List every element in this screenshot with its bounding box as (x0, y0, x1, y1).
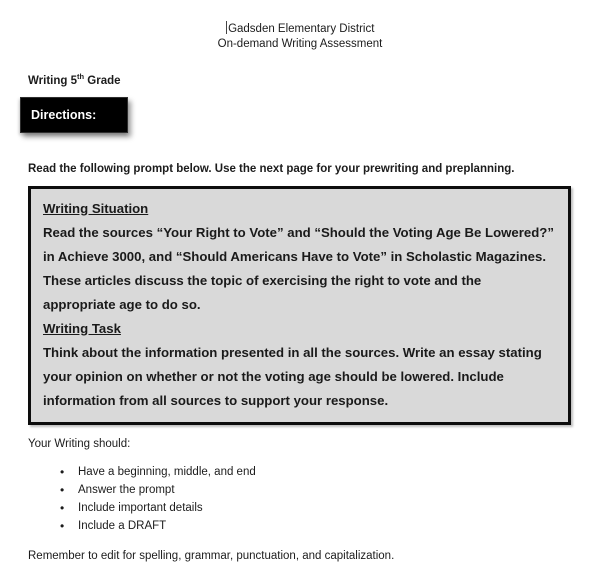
grade-label-prefix: Writing 5 (28, 74, 77, 87)
header-line-district (0, 21, 600, 37)
header-line-assessment: On-demand Writing Assessment (217, 38, 383, 50)
grade-label-suffix: Grade (84, 74, 121, 87)
grade-label-ordinal: th (76, 72, 85, 81)
district-title: Gadsden Elementary District (228, 23, 375, 35)
directions-box[interactable] (20, 97, 128, 133)
list-item: • Include a DRAFT (60, 517, 600, 535)
writing-should-list (60, 463, 600, 535)
list-item: • Include important details (60, 499, 600, 517)
text-cursor-caret (226, 21, 228, 34)
writing-task-text: Think about the information presented in all the sources. Write an essay stating your opinion on whether or not the voting age should be lowered. Include information from all sources to support your response. (43, 344, 542, 408)
list-item: • Answer the prompt (60, 481, 600, 499)
writing-should-label: Your Writing should: (28, 437, 131, 450)
prompt-instruction: Read the following prompt below. Use the next page for your prewriting and preplanning. (28, 162, 515, 175)
directions-label: Directions: (31, 107, 97, 122)
edit-reminder: Remember to edit for spelling, grammar, punctuation, and capitalization. (28, 549, 395, 562)
grade-label (28, 72, 600, 87)
writing-situation-heading: Writing Situation (43, 200, 149, 216)
writing-prompt-box (28, 186, 571, 425)
writing-situation-text: Read the sources “Your Right to Vote” and “Should the Voting Age Be Lowered?” in Achieve 3000, and “Should Americans Have to Vote” in Scholastic Magazines. These articles discuss the topic of exercising the right to vote and the appropriate age to do so. (43, 224, 554, 312)
document-header (0, 0, 600, 52)
writing-task-heading: Writing Task (43, 320, 121, 336)
list-item: • Have a beginning, middle, and end (60, 463, 600, 481)
